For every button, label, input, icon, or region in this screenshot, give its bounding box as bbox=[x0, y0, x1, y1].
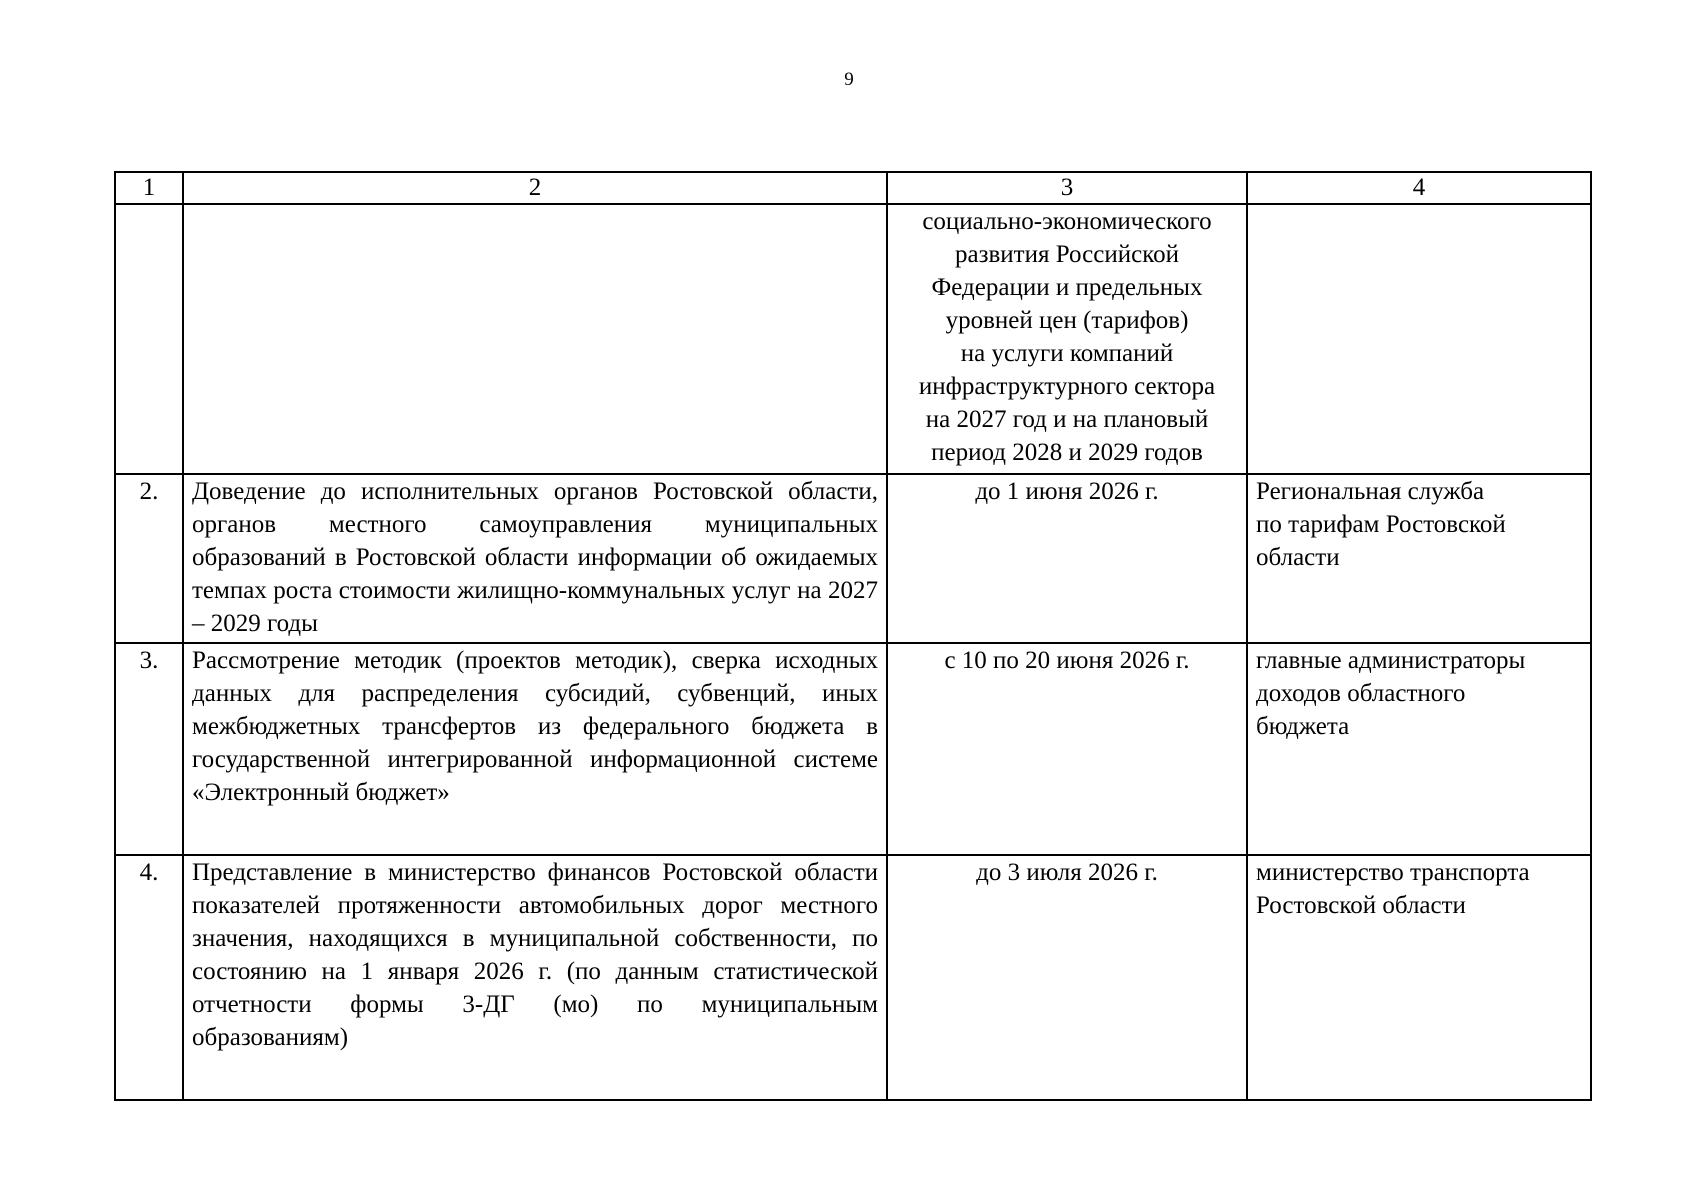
row-responsible: главные администраторы доходов областного бюджета bbox=[1247, 643, 1591, 855]
table-row-continuation bbox=[115, 204, 1591, 474]
header-col-3: 3 bbox=[887, 172, 1247, 204]
plan-table bbox=[114, 171, 1592, 1101]
row-action: Рассмотрение методик (проектов методик), сверка исходных данных для распределения субсидий, субвенций, иных межбюджетных трансфертов из федерального бюджета в государственной интегрированной информационной системе «Электронный бюджет» bbox=[183, 643, 887, 855]
header-col-2: 2 bbox=[183, 172, 887, 204]
table-header-row bbox=[115, 172, 1591, 204]
row-action: Представление в министерство финансов Ростовской области показателей протяженности автомобильных дорог местного значения, находящихся в муниципальной собственности, по состоянию на 1 января 2026 г. (по данным статистической отчетности формы 3-ДГ (мо) по муниципальным образованиям) bbox=[183, 855, 887, 1100]
row-deadline: до 3 июля 2026 г. bbox=[887, 855, 1247, 1100]
table-row bbox=[115, 855, 1591, 1100]
continuation-deadline-cell: социально-экономического развития Российской Федерации и предельных уровней цен (тарифов) на услуги компаний инфраструктурного сектора на 2027 год и на плановый период 2028 и 2029 годов bbox=[887, 204, 1247, 474]
row-number: 2. bbox=[115, 474, 183, 643]
row-responsible: министерство транспорта Ростовской области bbox=[1247, 855, 1591, 1100]
continuation-responsible-cell bbox=[1247, 204, 1591, 474]
header-col-1: 1 bbox=[115, 172, 183, 204]
continuation-num-cell bbox=[115, 204, 183, 474]
row-number: 3. bbox=[115, 643, 183, 855]
row-deadline: с 10 по 20 июня 2026 г. bbox=[887, 643, 1247, 855]
page-number: 9 bbox=[844, 69, 854, 90]
row-responsible: Региональная служба по тарифам Ростовской области bbox=[1247, 474, 1591, 643]
row-number: 4. bbox=[115, 855, 183, 1100]
continuation-action-cell bbox=[183, 204, 887, 474]
table-row bbox=[115, 474, 1591, 643]
header-col-4: 4 bbox=[1247, 172, 1591, 204]
row-deadline: до 1 июня 2026 г. bbox=[887, 474, 1247, 643]
table-row bbox=[115, 643, 1591, 855]
row-action: Доведение до исполнительных органов Ростовской области, органов местного самоуправления муниципальных образований в Ростовской области информации об ожидаемых темпах роста стоимости жилищно-коммунальных услуг на 2027 – 2029 годы bbox=[183, 474, 887, 643]
